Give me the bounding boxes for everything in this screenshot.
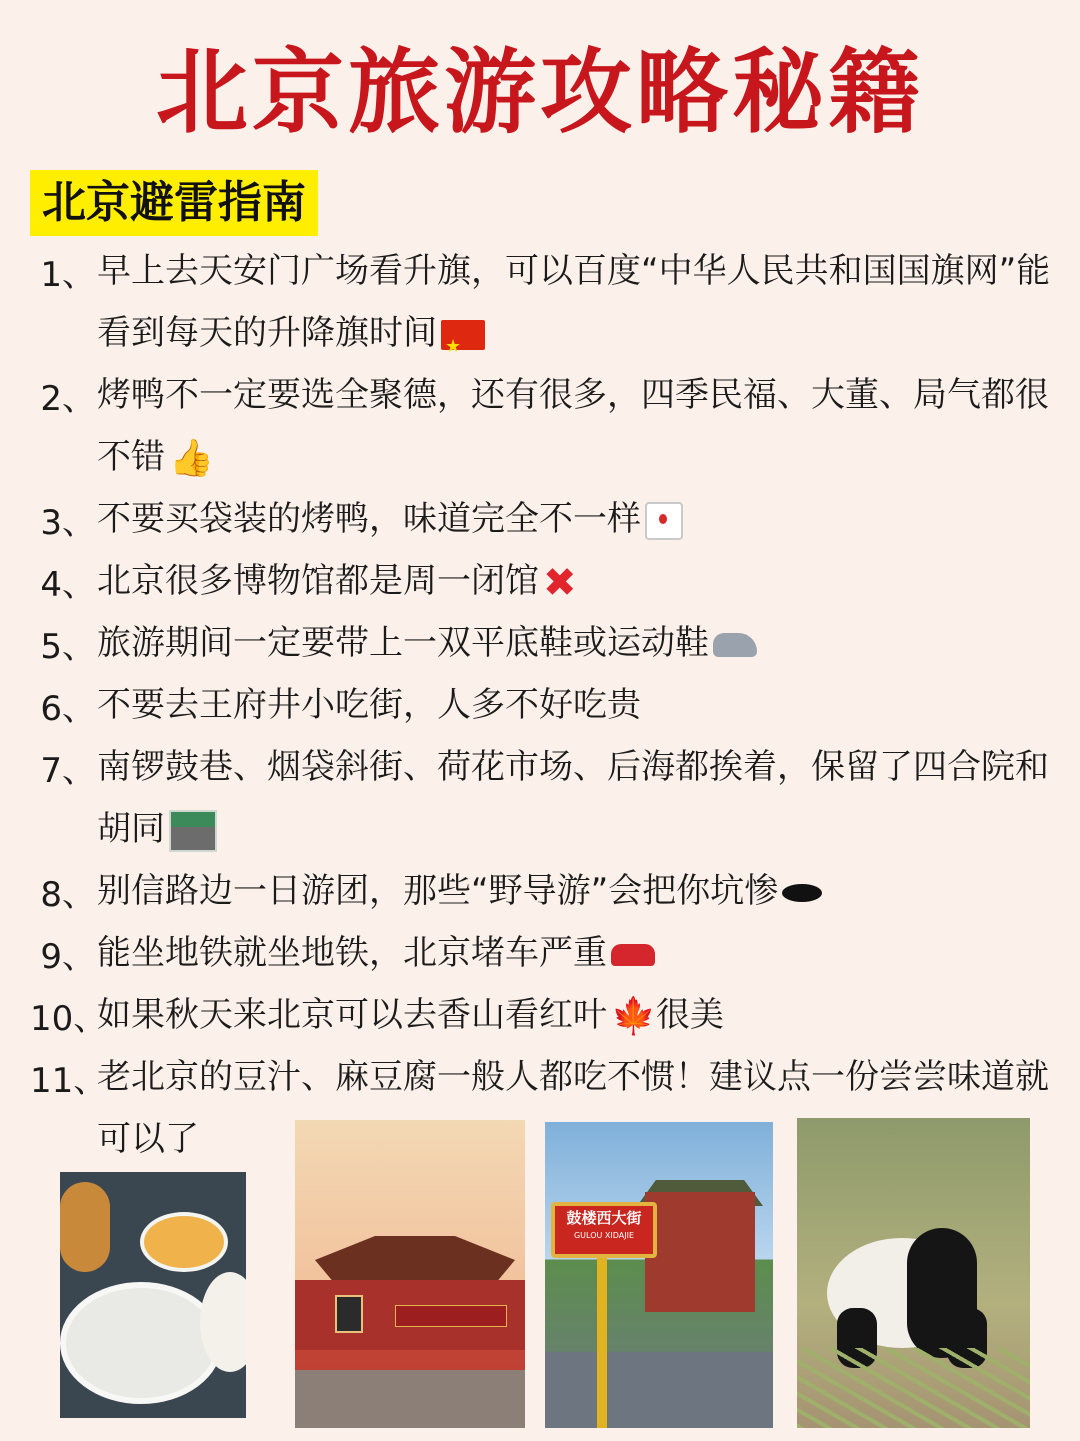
street-sign-pinyin: GULOU XIDAJIE <box>573 1231 635 1240</box>
maple-leaf-icon: 🍁 <box>611 995 656 1037</box>
tip-number: 9、 <box>40 937 96 977</box>
drum-tower <box>645 1192 755 1312</box>
gate-roof <box>315 1224 515 1284</box>
tip-text: 别信路边一日游团，那些“野导游”会把你坑惨 <box>97 871 779 911</box>
tip-number: 4、 <box>40 565 96 605</box>
tip-number: 7、 <box>40 751 96 791</box>
tip-text: 能坐地铁就坐地铁，北京堵车严重 <box>97 933 607 973</box>
tip-text: 不要买袋装的烤鸭，味道完全不一样 <box>97 499 641 539</box>
running-shoe-icon <box>713 633 757 657</box>
street-road <box>545 1352 773 1428</box>
panda-photo <box>797 1118 1030 1428</box>
street-sign-name: 鼓楼西大街 <box>566 1209 642 1227</box>
sign-pole <box>597 1252 607 1428</box>
tip-number: 10、 <box>30 999 108 1039</box>
tip-number: 5、 <box>40 627 96 667</box>
china-flag-icon <box>441 320 485 350</box>
tip-text: 南锣鼓巷、烟袋斜街、荷花市场、后海都挨着，保留了四合院和胡同 <box>97 747 1049 849</box>
gate-banner <box>395 1305 507 1327</box>
tip-number: 2、 <box>40 379 96 419</box>
tip-text: 如果秋天来北京可以去香山看红叶 <box>97 995 607 1035</box>
fried-dough <box>60 1182 110 1272</box>
motorway-icon <box>169 810 217 852</box>
thumbs-up-icon: 👍 <box>169 437 214 479</box>
tip-text: 不要去王府井小吃街，人多不好吃贵 <box>97 685 641 725</box>
tip-number: 8、 <box>40 875 96 915</box>
takeout-box-icon <box>645 502 683 540</box>
cross-mark-icon: ✖ <box>543 559 577 606</box>
tip-number: 1、 <box>40 255 96 295</box>
tip-text: 老北京的豆汁、麻豆腐一般人都吃不惯！建议点一份尝尝味道就可以了 <box>97 1057 1049 1159</box>
tip-text: 早上去天安门广场看升旗，可以百度“中华人民共和国国旗网”能看到每天的升降旗时间 <box>97 251 1051 353</box>
tip-text: 北京很多博物馆都是周一闭馆 <box>97 561 539 601</box>
soup-cup <box>140 1212 228 1272</box>
car-icon <box>611 944 655 966</box>
section-heading: 北京避雷指南 <box>30 170 318 236</box>
square-ground <box>295 1370 525 1428</box>
douzhi-bowl <box>60 1282 222 1404</box>
douzhi-breakfast-photo <box>60 1172 246 1418</box>
tip-text-after: 很美 <box>655 995 724 1035</box>
bamboo-branches <box>797 1348 1030 1428</box>
tip-number: 11、 <box>30 1061 108 1101</box>
hole-icon <box>782 884 822 902</box>
page-title: 北京旅游攻略秘籍 <box>155 39 924 146</box>
portrait <box>335 1295 363 1333</box>
tip-number: 6、 <box>40 689 96 729</box>
tip-text: 烤鸭不一定要选全聚德，还有很多，四季民福、大董、局气都很不错 <box>97 375 1049 477</box>
street-sign <box>551 1202 657 1258</box>
tip-number: 3、 <box>40 503 96 543</box>
tiananmen-gate-photo <box>295 1120 525 1428</box>
tip-text: 旅游期间一定要带上一双平底鞋或运动鞋 <box>97 623 709 663</box>
gulou-street-photo <box>545 1122 773 1428</box>
